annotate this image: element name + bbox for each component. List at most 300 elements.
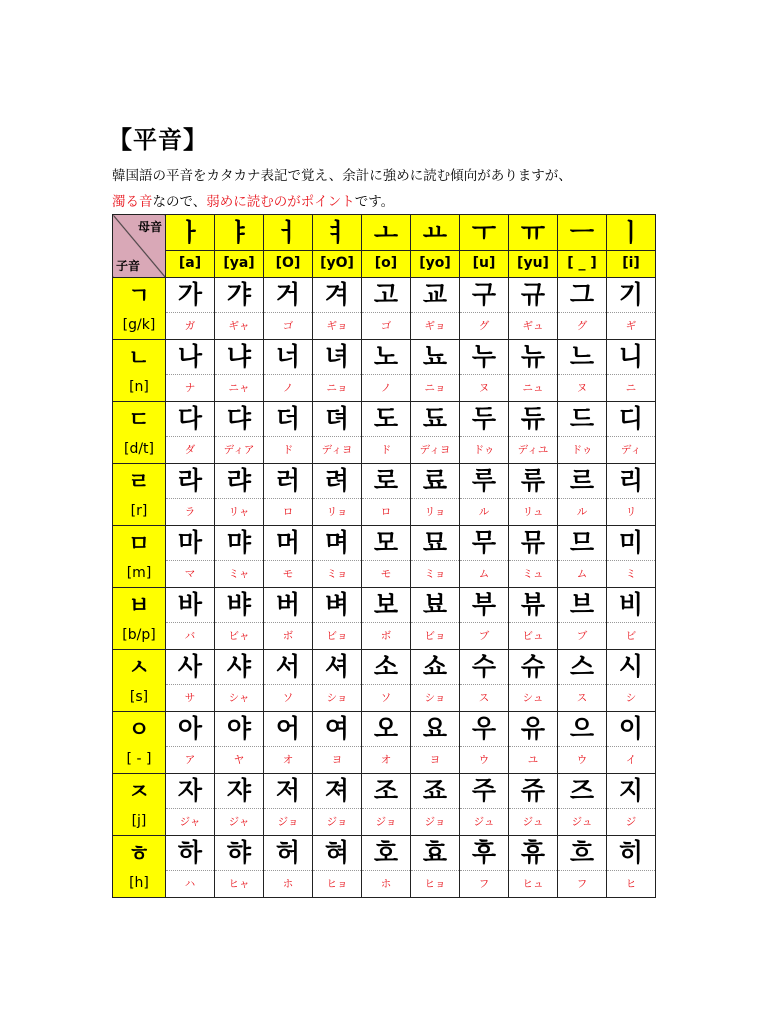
syllable-cell <box>362 402 411 464</box>
syllable-cell <box>558 340 607 402</box>
katakana-reading: ホ <box>282 878 294 890</box>
vowel-char: ㅓ <box>264 216 312 251</box>
syllable-cell <box>166 650 215 712</box>
syllable: 규 <box>509 278 557 313</box>
syllable: 부 <box>460 588 508 623</box>
syllable: 우 <box>460 712 508 747</box>
consonant-axis-label: 子音 <box>116 259 141 273</box>
syllable: 겨 <box>313 278 361 313</box>
syllable: 요 <box>411 712 459 747</box>
consonant-romanization: [j] <box>131 812 147 829</box>
vowel-char: ㅠ <box>509 216 557 251</box>
syllable-cell <box>362 464 411 526</box>
katakana-reading: リョ <box>424 506 446 518</box>
vowel-header <box>411 215 460 278</box>
consonant-row-ng <box>113 712 656 774</box>
syllable: 벼 <box>313 588 361 623</box>
syllable-cell <box>264 402 313 464</box>
katakana-reading: ム <box>576 568 588 580</box>
syllable-cell <box>264 278 313 340</box>
syllable-cell <box>411 588 460 650</box>
syllable: 뇨 <box>411 340 459 375</box>
consonant-char: ㄷ <box>128 407 150 433</box>
syllable-cell <box>215 526 264 588</box>
consonant-char: ㅎ <box>128 841 150 867</box>
katakana-reading: サ <box>184 692 196 704</box>
syllable-cell <box>607 712 656 774</box>
vowel-romanization: [yo] <box>419 255 451 271</box>
syllable-cell <box>215 340 264 402</box>
syllable: 스 <box>558 650 606 685</box>
syllable-cell <box>411 650 460 712</box>
vowel-romanization: [yO] <box>320 255 354 271</box>
katakana-reading: ジャ <box>179 816 201 828</box>
katakana-reading: ショ <box>424 692 446 704</box>
syllable: 효 <box>411 836 459 871</box>
syllable: 먀 <box>215 526 263 561</box>
highlight-voiced: 濁る音 <box>112 194 153 210</box>
katakana-reading: ジュ <box>571 816 593 828</box>
syllable-cell <box>460 588 509 650</box>
katakana-reading: ソ <box>282 692 294 704</box>
consonant-row-r <box>113 464 656 526</box>
vowel-header <box>264 215 313 278</box>
syllable-cell <box>460 464 509 526</box>
syllable: 오 <box>362 712 410 747</box>
consonant-header <box>113 526 166 588</box>
consonant-row-g <box>113 278 656 340</box>
syllable-cell <box>264 464 313 526</box>
syllable: 모 <box>362 526 410 561</box>
syllable-cell <box>313 340 362 402</box>
syllable-cell <box>607 402 656 464</box>
syllable-cell <box>411 526 460 588</box>
consonant-header <box>113 650 166 712</box>
syllable: 보 <box>362 588 410 623</box>
syllable: 류 <box>509 464 557 499</box>
katakana-reading: ノ <box>282 382 294 394</box>
katakana-reading: ヒュ <box>522 878 544 890</box>
vowel-char: ㅛ <box>411 216 459 251</box>
syllable: 히 <box>607 836 655 871</box>
katakana-reading: ビョ <box>424 630 446 642</box>
katakana-reading: ミョ <box>424 568 446 580</box>
syllable-cell <box>558 402 607 464</box>
syllable: 나 <box>166 340 214 375</box>
syllable: 머 <box>264 526 312 561</box>
consonant-char: ㄱ <box>128 283 150 309</box>
syllable-cell <box>558 464 607 526</box>
syllable-cell <box>362 526 411 588</box>
syllable-cell <box>362 650 411 712</box>
consonant-romanization: [r] <box>130 502 148 519</box>
vowel-header <box>460 215 509 278</box>
katakana-reading: ロ <box>380 506 392 518</box>
vowel-header <box>509 215 558 278</box>
syllable-cell <box>558 526 607 588</box>
syllable-cell <box>411 836 460 898</box>
syllable-cell <box>264 774 313 836</box>
katakana-reading: シュ <box>522 692 544 704</box>
syllable: 바 <box>166 588 214 623</box>
katakana-reading: ノ <box>380 382 392 394</box>
syllable: 다 <box>166 402 214 437</box>
syllable-cell <box>607 278 656 340</box>
katakana-reading: ギョ <box>424 320 446 332</box>
syllable: 져 <box>313 774 361 809</box>
katakana-reading: ジ <box>625 816 637 828</box>
katakana-reading: バ <box>184 630 196 642</box>
syllable: 수 <box>460 650 508 685</box>
katakana-reading: オ <box>380 754 392 766</box>
syllable-cell <box>215 402 264 464</box>
syllable: 드 <box>558 402 606 437</box>
syllable-cell <box>215 836 264 898</box>
syllable-cell <box>264 526 313 588</box>
katakana-reading: ギュ <box>522 320 544 332</box>
syllable: 혀 <box>313 836 361 871</box>
syllable: 무 <box>460 526 508 561</box>
katakana-reading: リ <box>625 506 637 518</box>
syllable: 쇼 <box>411 650 459 685</box>
katakana-reading: ブ <box>576 630 588 642</box>
katakana-reading: ギ <box>625 320 637 332</box>
hangul-chart <box>112 214 656 898</box>
consonant-row-j <box>113 774 656 836</box>
description-text: なので、 <box>152 194 207 210</box>
syllable-cell <box>313 526 362 588</box>
syllable-cell <box>607 464 656 526</box>
syllable: 노 <box>362 340 410 375</box>
syllable: 로 <box>362 464 410 499</box>
syllable: 아 <box>166 712 214 747</box>
syllable: 뵤 <box>411 588 459 623</box>
katakana-reading: シャ <box>228 692 250 704</box>
syllable-cell <box>313 774 362 836</box>
syllable-cell <box>166 526 215 588</box>
katakana-reading: ビョ <box>326 630 348 642</box>
syllable: 후 <box>460 836 508 871</box>
katakana-reading: ソ <box>380 692 392 704</box>
katakana-reading: オ <box>282 754 294 766</box>
syllable-cell <box>558 278 607 340</box>
katakana-reading: グ <box>478 320 490 332</box>
katakana-reading: フ <box>576 878 588 890</box>
consonant-header <box>113 464 166 526</box>
syllable-cell <box>460 526 509 588</box>
katakana-reading: ス <box>478 692 490 704</box>
consonant-romanization: [b/p] <box>122 626 156 643</box>
vowel-romanization: [O] <box>275 255 301 271</box>
syllable: 라 <box>166 464 214 499</box>
consonant-char: ㄴ <box>128 345 150 371</box>
syllable: 녀 <box>313 340 361 375</box>
syllable: 사 <box>166 650 214 685</box>
syllable: 거 <box>264 278 312 313</box>
syllable: 즈 <box>558 774 606 809</box>
vowel-char: ㅡ <box>558 216 606 251</box>
katakana-reading: イ <box>625 754 637 766</box>
syllable: 지 <box>607 774 655 809</box>
syllable: 뮤 <box>509 526 557 561</box>
corner-cell <box>113 215 166 278</box>
syllable-cell <box>607 588 656 650</box>
consonant-char: ㅂ <box>128 593 150 619</box>
syllable-cell <box>607 650 656 712</box>
syllable: 그 <box>558 278 606 313</box>
consonant-header <box>113 340 166 402</box>
katakana-reading: ジュ <box>522 816 544 828</box>
katakana-reading: ア <box>184 754 196 766</box>
syllable: 비 <box>607 588 655 623</box>
katakana-reading: ゴ <box>282 320 294 332</box>
vowel-header <box>313 215 362 278</box>
katakana-reading: ボ <box>282 630 294 642</box>
syllable: 료 <box>411 464 459 499</box>
page-title: 【平音】 <box>108 126 208 154</box>
syllable-cell <box>362 278 411 340</box>
vowel-header <box>215 215 264 278</box>
syllable: 뱌 <box>215 588 263 623</box>
syllable: 으 <box>558 712 606 747</box>
katakana-reading: リュ <box>522 506 544 518</box>
syllable-cell <box>166 340 215 402</box>
syllable-cell <box>215 278 264 340</box>
syllable-cell <box>411 712 460 774</box>
consonant-char: ㅁ <box>128 531 150 557</box>
highlight-tip: 弱めに読むのがポイント <box>206 194 355 210</box>
consonant-char: ㅅ <box>128 655 150 681</box>
katakana-reading: ホ <box>380 878 392 890</box>
consonant-header <box>113 712 166 774</box>
syllable-cell <box>264 340 313 402</box>
syllable-cell <box>215 774 264 836</box>
katakana-reading: ジョ <box>277 816 299 828</box>
consonant-romanization: [s] <box>129 688 149 705</box>
syllable-cell <box>460 650 509 712</box>
vowel-romanization: [yu] <box>517 255 549 271</box>
katakana-reading: ハ <box>184 878 196 890</box>
syllable-cell <box>460 402 509 464</box>
katakana-reading: ヨ <box>331 754 343 766</box>
syllable-cell <box>607 340 656 402</box>
katakana-reading: ウ <box>478 754 490 766</box>
syllable: 누 <box>460 340 508 375</box>
katakana-reading: ル <box>576 506 588 518</box>
syllable: 려 <box>313 464 361 499</box>
syllable-cell <box>313 712 362 774</box>
syllable-cell <box>411 340 460 402</box>
consonant-header <box>113 774 166 836</box>
katakana-reading: ヨ <box>429 754 441 766</box>
syllable-cell <box>411 402 460 464</box>
syllable: 디 <box>607 402 655 437</box>
syllable-cell <box>509 278 558 340</box>
syllable-cell <box>264 650 313 712</box>
syllable: 교 <box>411 278 459 313</box>
katakana-reading: マ <box>184 568 196 580</box>
vowel-axis-label: 母音 <box>137 220 162 234</box>
vowel-romanization: [o] <box>374 255 398 271</box>
description-line-1: 韓国語の平音をカタカナ表記で覚え、余計に強めに読む傾向がありますが、 <box>112 168 572 184</box>
consonant-header <box>113 402 166 464</box>
syllable: 브 <box>558 588 606 623</box>
katakana-reading: ゴ <box>380 320 392 332</box>
vowel-char: ㅜ <box>460 216 508 251</box>
katakana-reading: ボ <box>380 630 392 642</box>
katakana-reading: ミョ <box>326 568 348 580</box>
syllable: 루 <box>460 464 508 499</box>
syllable-cell <box>460 836 509 898</box>
katakana-reading: ヒョ <box>424 878 446 890</box>
katakana-reading: ニャ <box>228 382 250 394</box>
katakana-reading: ガ <box>184 320 196 332</box>
syllable-cell <box>313 588 362 650</box>
vowel-romanization: [i] <box>622 255 640 271</box>
vowel-header <box>166 215 215 278</box>
syllable: 두 <box>460 402 508 437</box>
syllable: 조 <box>362 774 410 809</box>
katakana-reading: ジョ <box>375 816 397 828</box>
syllable: 허 <box>264 836 312 871</box>
katakana-reading: ドゥ <box>571 444 593 456</box>
katakana-reading: ショ <box>326 692 348 704</box>
katakana-reading: ヒ <box>625 878 637 890</box>
katakana-reading: モ <box>380 568 392 580</box>
syllable-cell <box>215 464 264 526</box>
syllable-cell <box>362 712 411 774</box>
description-line-2 <box>112 190 394 210</box>
syllable: 유 <box>509 712 557 747</box>
syllable-cell <box>460 340 509 402</box>
katakana-reading: ニュ <box>522 382 544 394</box>
consonant-header <box>113 588 166 650</box>
syllable: 기 <box>607 278 655 313</box>
syllable-cell <box>166 402 215 464</box>
syllable: 구 <box>460 278 508 313</box>
katakana-reading: ル <box>478 506 490 518</box>
consonant-header <box>113 278 166 340</box>
syllable-cell <box>607 836 656 898</box>
syllable-cell <box>411 464 460 526</box>
syllable-cell <box>509 588 558 650</box>
katakana-reading: ヒャ <box>228 878 250 890</box>
consonant-row-h <box>113 836 656 898</box>
katakana-reading: ディユ <box>517 444 549 456</box>
katakana-reading: ドゥ <box>473 444 495 456</box>
syllable-cell <box>558 712 607 774</box>
katakana-reading: ヤ <box>233 754 245 766</box>
syllable-cell <box>411 774 460 836</box>
chart-body <box>113 278 656 898</box>
syllable: 셔 <box>313 650 361 685</box>
vowel-romanization: [ya] <box>223 255 255 271</box>
description-text: です。 <box>354 194 395 210</box>
katakana-reading: ヌ <box>478 382 490 394</box>
syllable: 므 <box>558 526 606 561</box>
syllable-cell <box>558 650 607 712</box>
katakana-reading: ブ <box>478 630 490 642</box>
syllable-cell <box>558 774 607 836</box>
syllable-cell <box>411 278 460 340</box>
syllable-cell <box>215 588 264 650</box>
syllable: 묘 <box>411 526 459 561</box>
katakana-reading: ウ <box>576 754 588 766</box>
syllable: 뉴 <box>509 340 557 375</box>
katakana-reading: ミュ <box>522 568 544 580</box>
consonant-romanization: [m] <box>126 564 152 581</box>
syllable: 너 <box>264 340 312 375</box>
syllable: 냐 <box>215 340 263 375</box>
consonant-romanization: [h] <box>129 874 149 891</box>
syllable: 뷰 <box>509 588 557 623</box>
syllable-cell <box>460 278 509 340</box>
katakana-reading: ロ <box>282 506 294 518</box>
syllable-cell <box>313 278 362 340</box>
syllable: 마 <box>166 526 214 561</box>
syllable-cell <box>313 402 362 464</box>
syllable: 여 <box>313 712 361 747</box>
syllable-cell <box>264 588 313 650</box>
syllable: 쥬 <box>509 774 557 809</box>
syllable-cell <box>558 836 607 898</box>
katakana-reading: ナ <box>184 382 196 394</box>
syllable-cell <box>460 774 509 836</box>
syllable: 어 <box>264 712 312 747</box>
katakana-reading: フ <box>478 878 490 890</box>
syllable-cell <box>509 464 558 526</box>
consonant-row-s <box>113 650 656 712</box>
syllable: 슈 <box>509 650 557 685</box>
syllable: 자 <box>166 774 214 809</box>
syllable-cell <box>215 650 264 712</box>
syllable: 더 <box>264 402 312 437</box>
syllable-cell <box>166 836 215 898</box>
consonant-romanization: [d/t] <box>123 440 155 457</box>
katakana-reading: ド <box>380 444 392 456</box>
syllable: 르 <box>558 464 606 499</box>
katakana-reading: リョ <box>326 506 348 518</box>
vowel-header <box>558 215 607 278</box>
katakana-reading: モ <box>282 568 294 580</box>
syllable-cell <box>509 774 558 836</box>
katakana-reading: ジュ <box>473 816 495 828</box>
vowel-header <box>607 215 656 278</box>
syllable: 리 <box>607 464 655 499</box>
katakana-reading: ダ <box>184 444 196 456</box>
katakana-reading: ニ <box>625 382 637 394</box>
syllable-cell <box>509 526 558 588</box>
syllable-cell <box>166 712 215 774</box>
syllable: 가 <box>166 278 214 313</box>
vowel-char: ㅏ <box>166 216 214 251</box>
katakana-reading: ジョ <box>424 816 446 828</box>
syllable: 갸 <box>215 278 263 313</box>
consonant-char: ㅈ <box>128 779 150 805</box>
katakana-reading: ギョ <box>326 320 348 332</box>
syllable-cell <box>215 712 264 774</box>
syllable: 죠 <box>411 774 459 809</box>
syllable: 샤 <box>215 650 263 685</box>
katakana-reading: ヌ <box>576 382 588 394</box>
syllable: 고 <box>362 278 410 313</box>
vowel-romanization: [u] <box>472 255 496 271</box>
syllable-cell <box>607 526 656 588</box>
consonant-row-d <box>113 402 656 464</box>
katakana-reading: シ <box>625 692 637 704</box>
katakana-reading: ミ <box>625 568 637 580</box>
vowel-romanization: [a] <box>178 255 202 271</box>
